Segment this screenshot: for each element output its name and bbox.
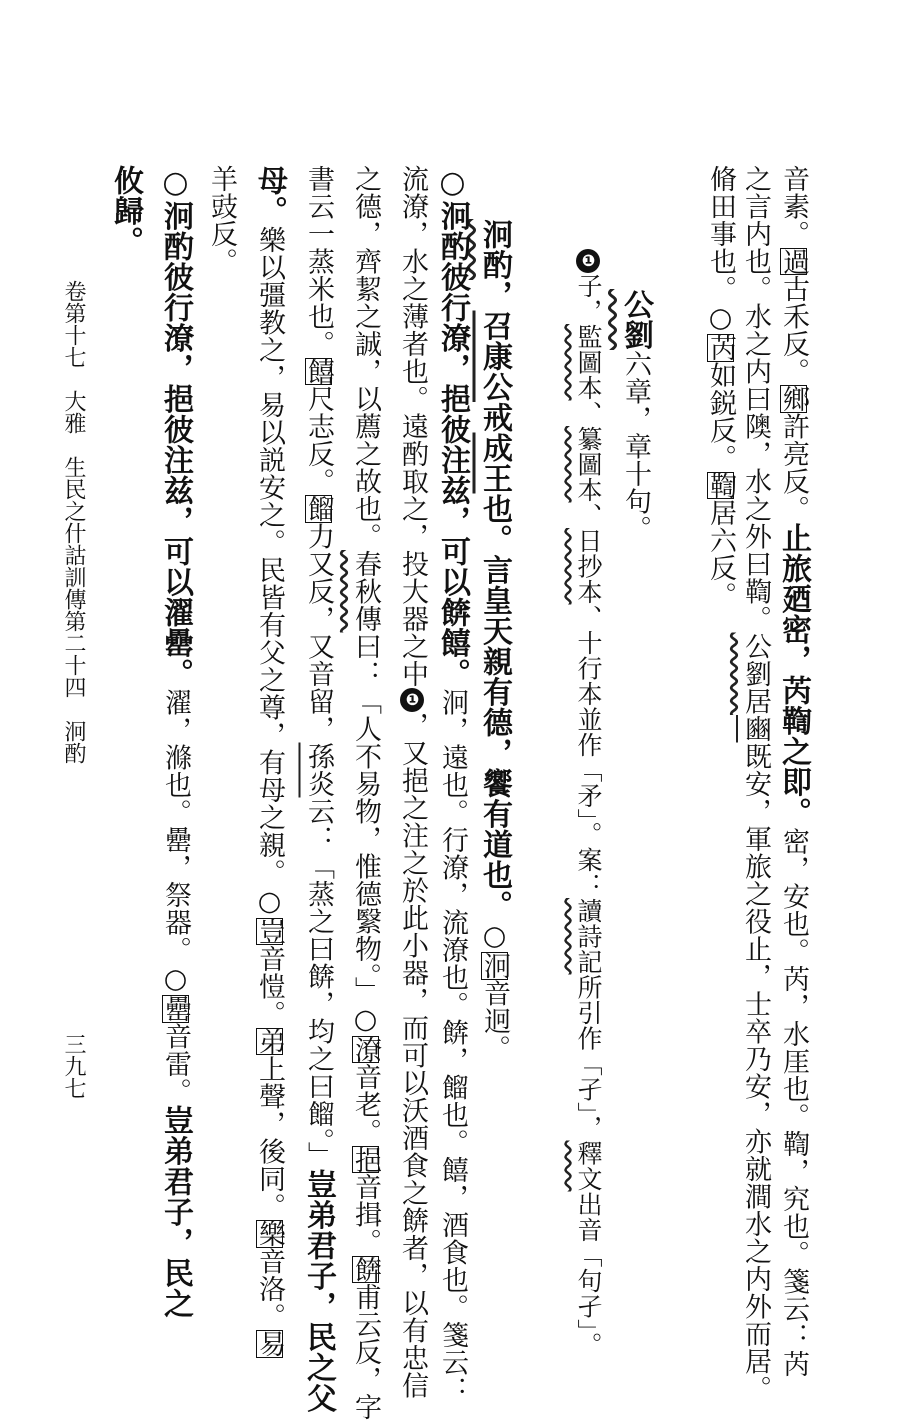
text-segment: ○泂酌彼行潦，挹彼注兹，可以餴饎。 bbox=[435, 165, 470, 689]
text-column bbox=[707, 165, 734, 609]
text-segment: 所引作「孑」， bbox=[574, 974, 603, 1141]
text-column bbox=[575, 249, 602, 1358]
text-segment: 公劉 bbox=[618, 289, 653, 350]
text-segment: 監圖本 bbox=[574, 324, 603, 401]
boxed-phonetic-char: 易 bbox=[254, 1330, 285, 1358]
text-segment: ○泂酌彼行潦，挹彼注兹，可以濯罍。 bbox=[158, 165, 193, 689]
text-segment: 音揖。 bbox=[350, 1173, 381, 1256]
text-segment: 古禾反。 bbox=[778, 275, 809, 385]
boxed-phonetic-char: 豈 bbox=[254, 917, 285, 945]
text-segment: 居六反。 bbox=[705, 499, 736, 609]
text-segment: 許亮反。 bbox=[778, 412, 809, 523]
text-segment: 羊豉反。 bbox=[206, 165, 237, 275]
text-segment: 既安，軍旅之役止，士卒乃安，亦就澗水之内外而居。 bbox=[740, 742, 771, 1403]
text-column bbox=[618, 289, 653, 543]
text-segment: 公劉居 bbox=[740, 632, 771, 715]
text-segment: 之德，齊絜之誠，以薦之故也。 bbox=[350, 165, 381, 550]
text-segment: ，又挹之注之於此小器，而可以沃酒食之餴者，以有忠信 bbox=[397, 711, 428, 1399]
text-segment: 、 bbox=[574, 502, 603, 528]
text-column bbox=[742, 165, 769, 1403]
text-segment: ○ bbox=[479, 920, 510, 952]
text-segment: 力又反，又音留， bbox=[303, 522, 334, 743]
boxed-phonetic-char: 芮 bbox=[705, 334, 736, 362]
boxed-phonetic-char: 樂 bbox=[254, 1220, 285, 1248]
boxed-phonetic-char: 潦 bbox=[350, 1035, 381, 1063]
boxed-phonetic-char: 饎 bbox=[303, 357, 334, 385]
text-segment: 子， bbox=[574, 273, 603, 324]
text-column bbox=[158, 165, 193, 1319]
text-segment: 云：「蒸之曰餴，均之曰餾。」 bbox=[303, 797, 334, 1169]
text-column bbox=[435, 165, 470, 1404]
text-segment: 上聲，後同。 bbox=[254, 1055, 285, 1220]
boxed-phonetic-char: 泂 bbox=[479, 952, 510, 980]
text-segment: 出音「句孑」。 bbox=[574, 1191, 603, 1358]
text-segment: 泂酌 bbox=[477, 219, 512, 280]
text-segment: 攸歸。 bbox=[108, 165, 143, 257]
boxed-phonetic-char: 弟 bbox=[254, 1027, 285, 1055]
text-segment: 戒 bbox=[477, 402, 512, 433]
running-head: 卷第十七 大雅 生民之什詁訓傳第二十四 泂酌 bbox=[61, 280, 86, 764]
text-segment: 音雷。 bbox=[160, 1022, 191, 1105]
text-segment: 也。言皇天親有德，饗有道也。 bbox=[477, 493, 512, 921]
text-segment: 音老。 bbox=[350, 1063, 381, 1146]
boxed-phonetic-char: 挹 bbox=[350, 1145, 381, 1173]
boxed-phonetic-char: 過 bbox=[778, 247, 809, 275]
text-segment: ， bbox=[477, 280, 512, 311]
text-segment: 泂，遠也。行潦，流潦也。餴，餾也。饎，酒食也。箋云： bbox=[437, 688, 468, 1404]
text-segment: 樂以彊教之，易以説安之。民皆有父之尊，有母之親。○ bbox=[254, 226, 285, 918]
text-segment: 之言内也。水之内曰隩，水之外曰鞫。 bbox=[740, 165, 771, 633]
text-segment: 濯，滌也。罍，祭器。○ bbox=[160, 688, 191, 995]
text-segment: 曰：「人不易物，惟德繄物。」○ bbox=[350, 632, 381, 1036]
text-segment: 、十行本並作「矛」。案： bbox=[574, 604, 603, 898]
text-segment: 音洛。 bbox=[254, 1247, 285, 1330]
text-segment: 孫炎 bbox=[303, 742, 334, 798]
text-segment: 日抄本 bbox=[574, 528, 603, 605]
collation-note-marker: ❶ bbox=[576, 249, 600, 273]
text-column bbox=[477, 219, 512, 1062]
boxed-phonetic-char: 餾 bbox=[303, 495, 334, 523]
text-column bbox=[352, 165, 379, 1421]
text-segment: 釋文 bbox=[574, 1140, 603, 1192]
text-column bbox=[301, 165, 336, 1413]
text-segment: 脩田事也。○ bbox=[705, 165, 736, 334]
collation-note-marker: ❶ bbox=[400, 688, 424, 712]
text-segment: 豳 bbox=[740, 715, 771, 743]
text-column bbox=[776, 165, 811, 1378]
text-segment: 音愷。 bbox=[254, 945, 285, 1028]
text-segment: 六章，章十句。 bbox=[620, 350, 651, 543]
text-segment: 豈弟君子，民之父 bbox=[301, 1169, 336, 1413]
text-column bbox=[399, 165, 426, 1399]
text-column bbox=[208, 165, 235, 275]
boxed-phonetic-char: 罍 bbox=[160, 995, 191, 1023]
text-segment: 、 bbox=[574, 400, 603, 426]
text-segment: 音迥。 bbox=[479, 979, 510, 1062]
text-segment: 尺志反。 bbox=[303, 385, 334, 495]
text-segment: 母。 bbox=[252, 165, 287, 226]
page-number: 三九七 bbox=[61, 1033, 86, 1099]
text-column bbox=[252, 165, 287, 1358]
text-segment: 豈弟君子，民之 bbox=[158, 1105, 193, 1319]
boxed-phonetic-char: 鞫 bbox=[705, 471, 736, 499]
text-segment: 止旅廼密，芮鞫之即。 bbox=[776, 522, 811, 828]
text-segment: 流潦，水之薄者也。遠酌取之，投大器之中 bbox=[397, 165, 428, 688]
text-segment: 如鋭反。 bbox=[705, 361, 736, 472]
text-segment: 甫云反，字 bbox=[350, 1283, 381, 1421]
text-segment: 讀詩記 bbox=[574, 898, 603, 975]
text-segment: 召康公 bbox=[477, 310, 512, 402]
text-segment: 春秋傳 bbox=[350, 550, 381, 633]
text-segment: 成王 bbox=[477, 432, 512, 494]
boxed-phonetic-char: 餴 bbox=[350, 1255, 381, 1283]
text-segment: 書云一蒸米也。 bbox=[303, 165, 334, 358]
text-segment: 纂圖本 bbox=[574, 426, 603, 503]
text-column bbox=[108, 165, 143, 257]
boxed-phonetic-char: 鄉 bbox=[778, 385, 809, 413]
text-segment: 音素。 bbox=[778, 165, 809, 248]
text-segment: 密，安也。芮，水厓也。鞫，究也。箋云：芮 bbox=[778, 827, 809, 1378]
